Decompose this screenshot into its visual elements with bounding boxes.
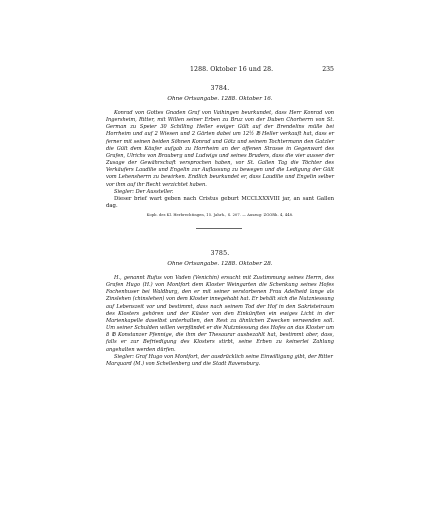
entry-date: Ohne Ortsangabe. 1288. Oktober 28. bbox=[167, 261, 273, 267]
entry-regest: Konrad von Gottes Gnaden Graf von Vaihingen beurkundet, dass Herr Konrad von Ingersheim, Ritter, mit Willen seiner Erben zu Bruz von der Duben Chorherrn von St. German zu Speier 30 Schilling Heller ewiger Gült auf der Brendelins mülle bei Horrheim und auf 2 Wiesen und 2 Gärten dabei um 12½ ℔ Heller verkauft hat, dass er ferner mit seinen beiden Söhnen Konrad und Götz und seinem Tochtermann den Gatzler die Gült dem Käufer aufgab zu Horrheim an der offenen Strasse in Gegenwart des Grafen, Ulrichs von Brauberg und Ludwigs und seines Bruders, dass die vier ausser der Zusage der Gewährschaft versprochen haben, vor St. Gallen Tag die Töchter des Verkäufers Laudilie und Engelin zur Auflassung zu bewegen und die Ledigung der Gült vom Lehensherrn zu bewirken. Endlich beurkundet er, dass Laudilie und Engelin selber vor ihm auf ihr Recht verzichtet haben. bbox=[106, 110, 334, 188]
entry-siegler: Siegler: Graf Hugo von Montfort, der ausdrücklich seine Einwilligung gibt, der Ritter Marquard (M.) von Schellenberg und die Stadt Ravensburg. bbox=[106, 353, 333, 367]
entry-3785 bbox=[106, 250, 334, 368]
entry-source: Kopb. des Kl. Herbrechtingen, 15. Jahrh., S. 207. — Auszug: ZGORh. 4, 448. bbox=[146, 213, 294, 218]
running-title: 1288. Oktober 16 und 28. bbox=[190, 66, 274, 73]
section-divider bbox=[196, 228, 242, 229]
entry-siegler: Siegler: Der Aussteller. bbox=[114, 188, 174, 195]
page-number: 235 bbox=[322, 66, 334, 73]
entry-3784 bbox=[106, 85, 334, 218]
entry-date: Ohne Ortsangabe. 1288. Oktober 16. bbox=[167, 96, 273, 102]
entry-number: 3784. bbox=[210, 85, 230, 92]
entry-number: 3785. bbox=[210, 250, 230, 257]
running-header bbox=[106, 66, 334, 76]
entry-dating-clause: Dieser brief wart geben nach Cristus geburt MCCLXXXVIII jar, an sant Gallen dag. bbox=[106, 195, 334, 210]
entry-regest: H., genannt Rufus von Vaden (Venichin) ersucht mit Zustimmung seines Herrn, des Grafen Hugo (H.) von Montfort dem Kloster Weingarten die Schenkung seines Hofes Fochenhuser bei Waldburg, den er mit seiner verstorbenen Frau Adelheid lange als Zinslehen (chinslehen) von dem Kloster innegehabt hat. Er behält sich die Nutzniessung auf Lebenszeit vor und bestimmt, dass nach seinem Tod der Hof in den Sakristeiraum des Klosters gehören und der Küster von den Einkünften ein ewiges Licht in der Marienkapelle daselbst unterhalten, den Rest zu ähnlichen Zwecken verwenden soll. Um seiner Schulden willen verpfändet er die Nutzniessung des Hofes an das Kloster um 8 ℔ Konstanzer Pfennige, die ihm der Thesaurar ausbezahlt hat, bestimmt aber, dass, falls er zur Befriedigung des Klosters stirbt, seine Erben zu keinerlei Zahlung angehalten werden dürfen. bbox=[106, 275, 334, 353]
